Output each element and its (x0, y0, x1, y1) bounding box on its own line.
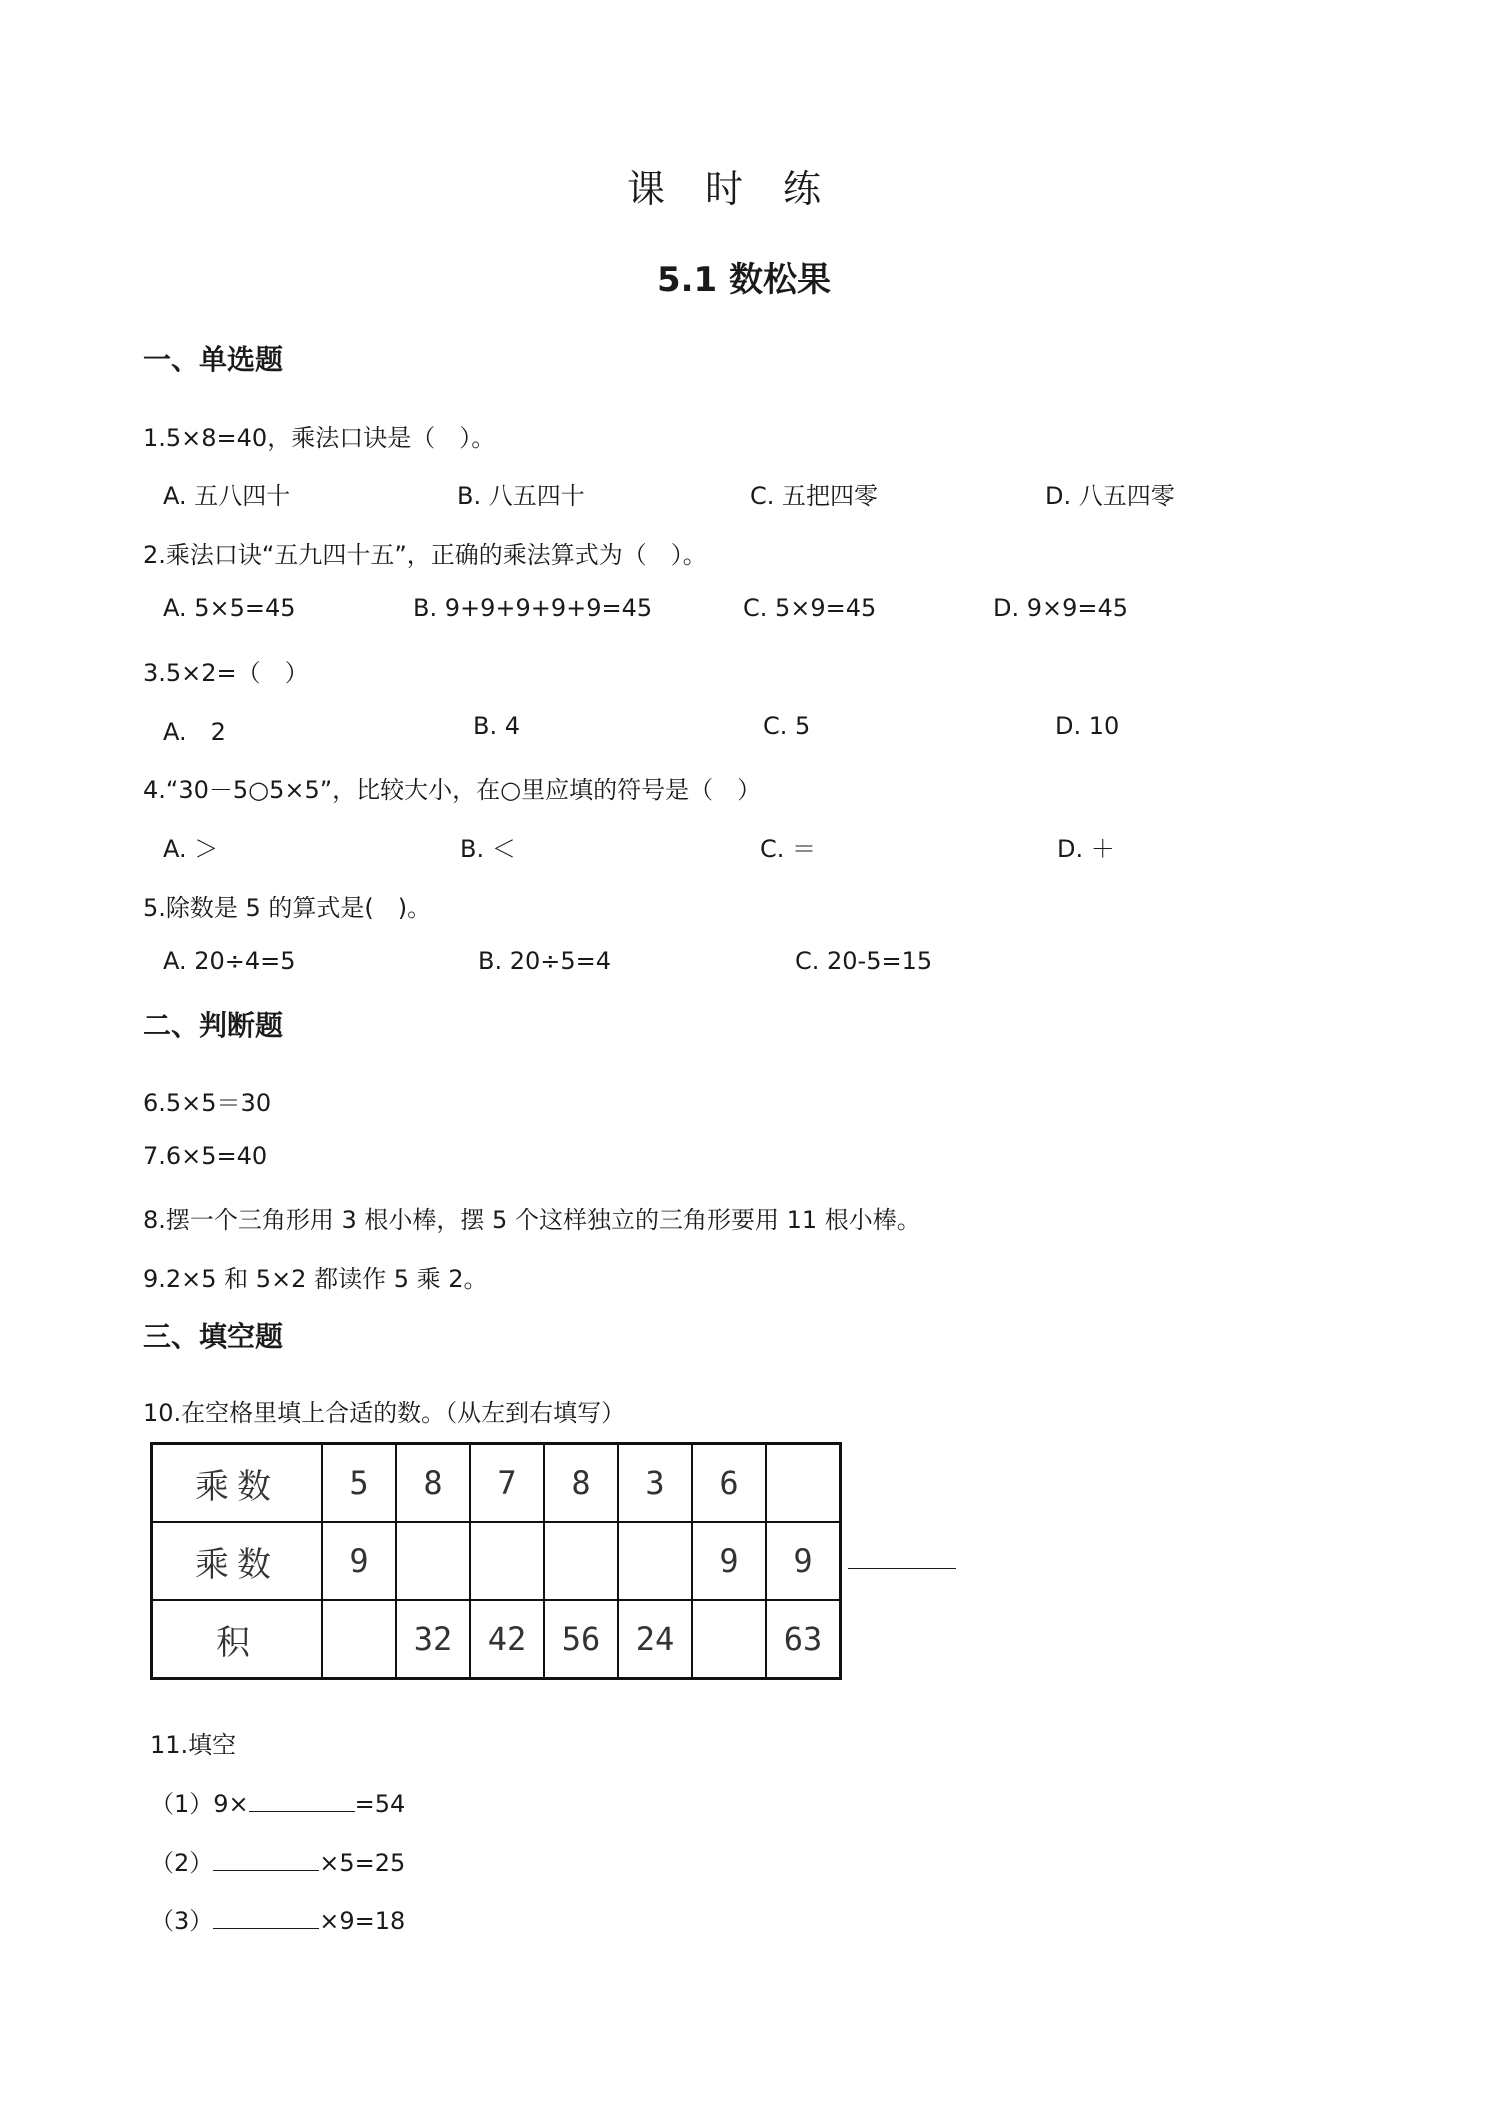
item-prefix: （1）9× (150, 1790, 249, 1818)
answer-blank-line[interactable] (848, 1568, 956, 1569)
table-cell: 24 (618, 1600, 692, 1679)
question-4-stem: 4.“30－5○5×5”，比较大小，在○里应填的符号是（ ） (143, 776, 762, 804)
question-5-option-b: B. 20÷5=4 (478, 947, 612, 975)
question-10-stem: 10.在空格里填上合适的数。（从左到右填写） (143, 1399, 626, 1427)
question-3-option-a: A. 2 (163, 718, 226, 746)
section-heading-single-choice: 一、单选题 (143, 343, 284, 376)
question-8: 8.摆一个三角形用 3 根小棒，摆 5 个这样独立的三角形要用 11 根小棒。 (143, 1206, 921, 1234)
question-7: 7.6×5=40 (143, 1142, 268, 1170)
answer-blank-line[interactable] (249, 1789, 355, 1812)
question-9: 9.2×5 和 5×2 都读作 5 乘 2。 (143, 1265, 488, 1293)
row-label: 乘数 (152, 1444, 323, 1523)
page-title: 课时练 (626, 167, 861, 211)
question-5-option-c: C. 20-5=15 (795, 947, 933, 975)
answer-blank-line[interactable] (213, 1848, 319, 1871)
row-label: 乘数 (152, 1522, 323, 1600)
question-2-stem: 2.乘法口诀“五九四十五”，正确的乘法算式为（ ）。 (143, 541, 707, 569)
table-cell: 42 (470, 1600, 544, 1679)
item-prefix: （3） (150, 1907, 214, 1935)
table-cell (618, 1522, 692, 1600)
item-prefix: （2） (150, 1849, 214, 1877)
item-suffix: =54 (354, 1790, 406, 1818)
table-cell: 32 (396, 1600, 470, 1679)
question-11-item-1 (150, 1784, 405, 1819)
table-cell: 5 (322, 1444, 396, 1523)
question-11-item-2 (150, 1843, 405, 1878)
section-heading-true-false: 二、判断题 (143, 1009, 284, 1042)
question-4-option-a: A. ＞ (163, 835, 219, 863)
question-2-option-d: D. 9×9=45 (993, 594, 1129, 622)
question-3-option-b: B. 4 (473, 712, 520, 740)
question-4-option-d: D. ＋ (1057, 835, 1115, 863)
question-2-option-b: B. 9+9+9+9+9=45 (413, 594, 653, 622)
question-11-stem: 11.填空 (150, 1731, 237, 1759)
table-cell: 8 (396, 1444, 470, 1523)
question-3-option-c: C. 5 (763, 712, 811, 740)
page-subtitle: 5.1 数松果 (656, 260, 832, 300)
table-cell: 56 (544, 1600, 618, 1679)
table-cell: 7 (470, 1444, 544, 1523)
table-cell (470, 1522, 544, 1600)
table-cell (322, 1600, 396, 1679)
answer-blank-line[interactable] (213, 1906, 319, 1929)
table-cell (544, 1522, 618, 1600)
table-row (152, 1522, 841, 1600)
row-label: 积 (152, 1600, 323, 1679)
question-5-stem: 5.除数是 5 的算式是( )。 (143, 894, 432, 922)
table-cell: 9 (692, 1522, 766, 1600)
multiplication-table (150, 1442, 842, 1680)
question-2-option-a: A. 5×5=45 (163, 594, 296, 622)
item-suffix: ×9=18 (319, 1907, 406, 1935)
table-cell (766, 1444, 841, 1523)
question-4-option-b: B. ＜ (460, 835, 516, 863)
table-row (152, 1444, 841, 1523)
table-cell: 9 (322, 1522, 396, 1600)
item-suffix: ×5=25 (319, 1849, 406, 1877)
question-1-stem: 1.5×8=40，乘法口诀是（ ）。 (143, 424, 496, 452)
question-6: 6.5×5＝30 (143, 1089, 272, 1117)
question-3-option-d: D. 10 (1055, 712, 1120, 740)
question-1-option-a: A. 五八四十 (163, 482, 291, 510)
question-11-item-3 (150, 1901, 405, 1936)
section-heading-fill-blank: 三、填空题 (143, 1320, 284, 1353)
question-1-option-b: B. 八五四十 (457, 482, 585, 510)
question-5-option-a: A. 20÷4=5 (163, 947, 296, 975)
table-cell (396, 1522, 470, 1600)
question-3-stem: 3.5×2=（ ） (143, 659, 309, 687)
question-1-option-c: C. 五把四零 (750, 482, 879, 510)
table-row (152, 1600, 841, 1679)
table-cell: 63 (766, 1600, 841, 1679)
table-cell: 9 (766, 1522, 841, 1600)
question-4-option-c: C. ＝ (760, 835, 817, 863)
table-cell: 8 (544, 1444, 618, 1523)
question-2-option-c: C. 5×9=45 (743, 594, 877, 622)
table-cell (692, 1600, 766, 1679)
table-cell: 3 (618, 1444, 692, 1523)
table-cell: 6 (692, 1444, 766, 1523)
question-1-option-d: D. 八五四零 (1045, 482, 1175, 510)
